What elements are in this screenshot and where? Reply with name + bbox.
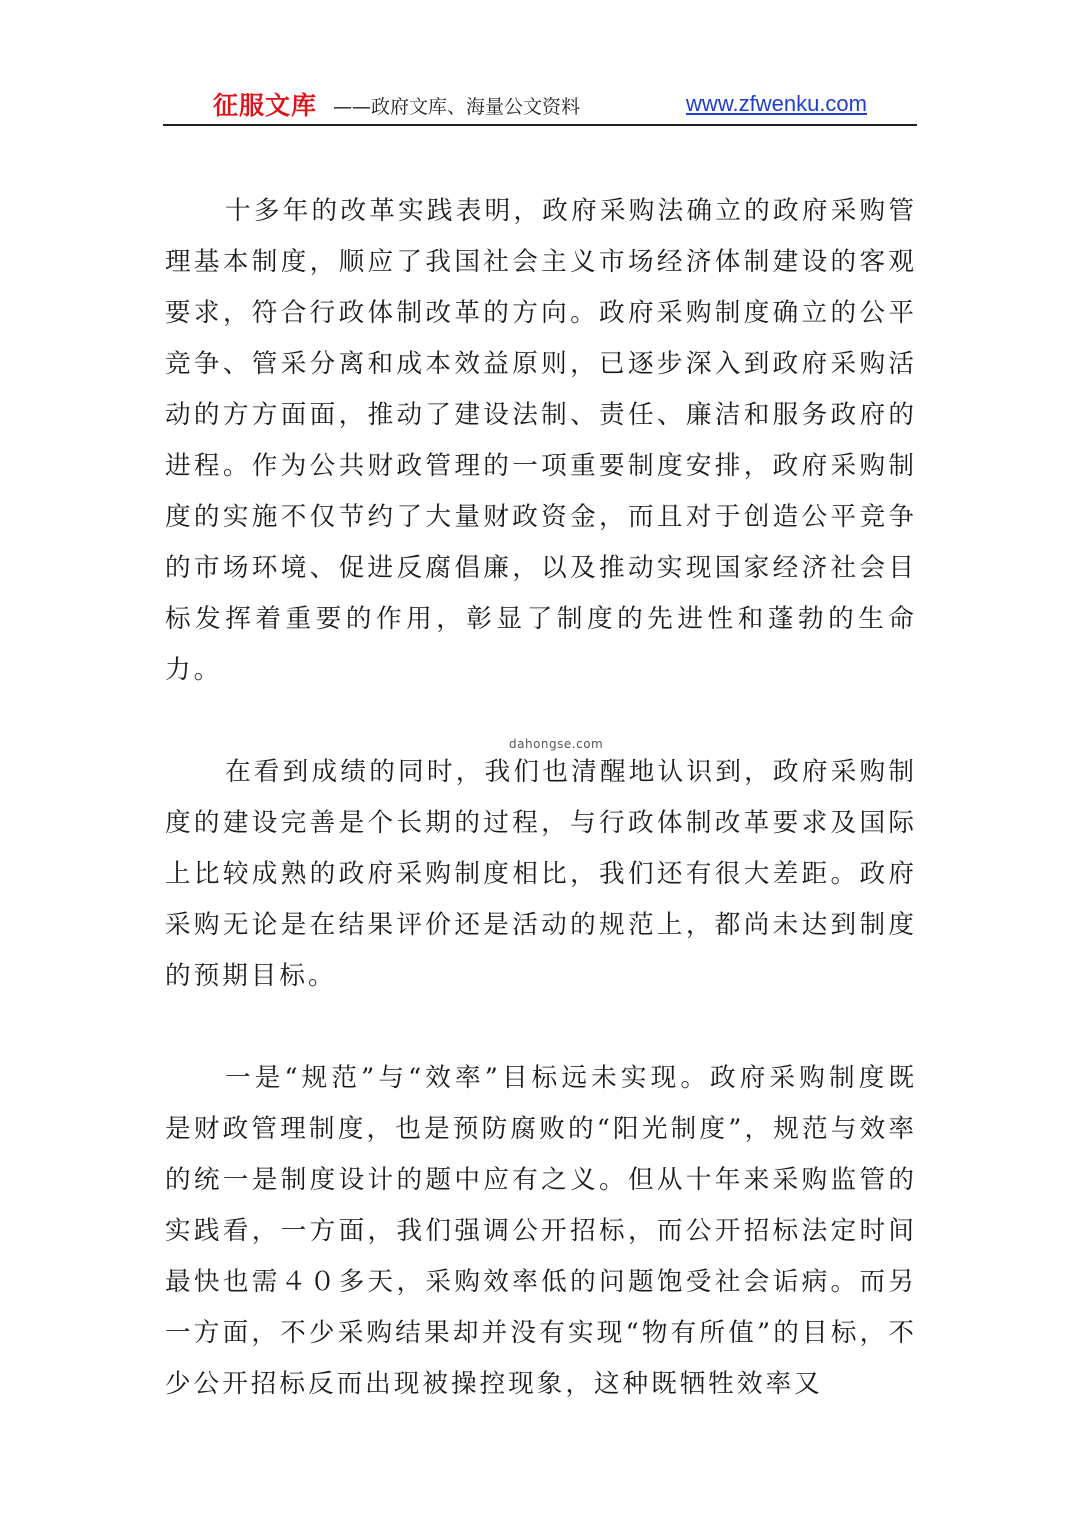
header-tagline: ——政府文库、海量公文资料 <box>333 96 581 118</box>
site-url-link[interactable]: www.zfwenku.com <box>686 91 867 116</box>
brand-logo: 征服文库 <box>213 91 318 120</box>
paragraph-3: 一是“规范”与“效率”目标远未实现。政府采购制度既是财政管理制度，也是预防腐败的“阳光制度”，规范与效率的统一是制度设计的题中应有之义。但从十年来采购监管的实践看，一方面，我们强调公开招标，而公开招标法定时间最快也需４０多天，采购效率低的问题饱受社会诟病。而另一方面，不少采购结果却并没有实现“物有所值”的目标，不少公开招标反而出现被操控现象，这种既牺牲效率又 <box>165 1063 917 1399</box>
watermark-text: dahongse.com <box>509 737 604 751</box>
paragraph-2: 在看到成绩的同时，我们也清醒地认识到，政府采购制度的建设完善是个长期的过程，与行政体制改革要求及国际上比较成熟的政府采购制度相比，我们还有很大差距。政府采购无论是在结果评价还是活动的规范上，都尚未达到制度的预期目标。 <box>165 757 917 991</box>
document-body <box>165 186 917 1410</box>
paragraph-1: 十多年的改革实践表明，政府采购法确立的政府采购管理基本制度，顺应了我国社会主义市场经济体制建设的客观要求，符合行政体制改革的方向。政府采购制度确立的公平竞争、管采分离和成本效益原则，已逐步深入到政府采购活动的方方面面，推动了建设法制、责任、廉洁和服务政府的进程。作为公共财政管理的一项重要制度安排，政府采购制度的实施不仅节约了大量财政资金，而且对于创造公平竞争的市场环境、促进反腐倡廉，以及推动实现国家经济社会目标发挥着重要的作用，彰显了制度的先进性和蓬勃的生命力。 <box>165 196 917 685</box>
page-header <box>163 80 917 126</box>
